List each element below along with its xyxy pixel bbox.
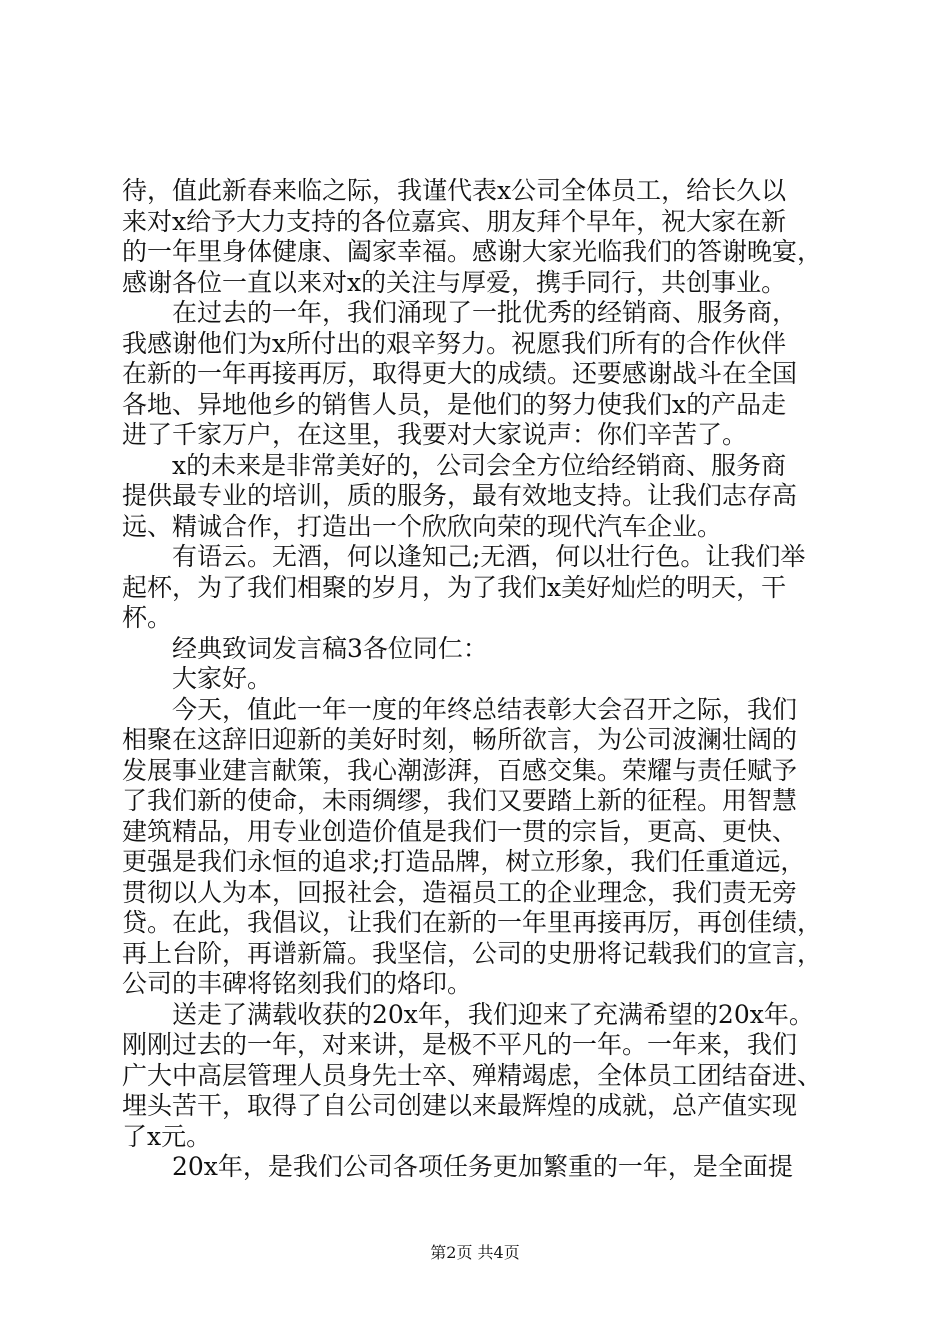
text-line: 建筑精品，用专业创造价值是我们一贯的宗旨，更高、更快、	[122, 816, 798, 846]
text-line: 贷。在此，我倡议，让我们在新的一年里再接再厉，再创佳绩，	[122, 908, 823, 937]
text-line: 相聚在这辞旧迎新的美好时刻，畅所欲言，为公司波澜壮阔的	[122, 725, 798, 754]
text-line: 远、精诚合作，打造出一个欣欣向荣的现代汽车企业。	[122, 511, 723, 541]
text-line: 我感谢他们为x所付出的艰辛努力。祝愿我们所有的合作伙伴	[122, 328, 787, 358]
text-line: 发展事业建言献策，我心潮澎湃，百感交集。荣耀与责任赋予	[122, 755, 798, 785]
text-line: 广大中高层管理人员身先士卒、殚精竭虑，全体员工团结奋进、	[122, 1060, 823, 1090]
text-line: 再上台阶，再谱新篇。我坚信，公司的史册将记载我们的宣言，	[122, 938, 823, 968]
text-line: 各地、异地他乡的销售人员，是他们的努力使我们x的产品走	[122, 389, 787, 419]
text-line: 经典致词发言稿3各位同仁：	[122, 633, 488, 663]
text-line: 提供最专业的培训，质的服务，最有效地支持。让我们志存高	[122, 481, 798, 510]
text-line: 感谢各位一直以来对x的关注与厚爱，携手同行，共创事业。	[122, 267, 787, 297]
text-line: 起杯，为了我们相聚的岁月，为了我们x美好灿烂的明天，干	[122, 572, 787, 602]
text-line: 进了千家万户，在这里，我要对大家说声：你们辛苦了。	[122, 420, 748, 449]
text-line: 有语云。无酒，何以逢知己;无酒，何以壮行色。让我们举	[122, 542, 806, 571]
text-line: 刚刚过去的一年，对来讲，是极不平凡的一年。一年来，我们	[122, 1030, 798, 1059]
text-line: 杯。	[122, 603, 173, 632]
text-line: 更强是我们永恒的追求;打造品牌，树立形象，我们任重道远，	[122, 847, 806, 876]
text-line: 待，值此新春来临之际，我谨代表x公司全体员工，给长久以	[122, 176, 787, 205]
page-number-footer: 第2页 共4页	[430, 1243, 520, 1262]
text-line: 公司的丰碑将铭刻我们的烙印。	[122, 969, 473, 998]
text-line: 送走了满载收获的20x年，我们迎来了充满希望的20x年。	[122, 999, 814, 1029]
text-line: 的一年里身体健康、阖家幸福。感谢大家光临我们的答谢晚宴，	[122, 237, 823, 266]
text-line: 了我们新的使命，未雨绸缪，我们又要踏上新的征程。用智慧	[122, 786, 798, 815]
text-line: 来对x给予大力支持的各位嘉宾、朋友拜个早年，祝大家在新	[122, 206, 787, 236]
text-line: 今天，值此一年一度的年终总结表彰大会召开之际，我们	[122, 694, 798, 724]
text-line: 在过去的一年，我们涌现了一批优秀的经销商、服务商，	[122, 298, 798, 327]
text-line: 贯彻以人为本，回报社会，造福员工的企业理念，我们责无旁	[122, 877, 798, 907]
text-line: 大家好。	[122, 664, 273, 693]
body-text	[122, 176, 862, 1183]
text-line: x的未来是非常美好的，公司会全方位给经销商、服务商	[122, 450, 787, 480]
text-line: 在新的一年再接再厉，取得更大的成绩。还要感谢战斗在全国	[122, 359, 798, 388]
text-line: 了x元。	[122, 1121, 212, 1151]
text-line: 20x年，是我们公司各项任务更加繁重的一年，是全面提	[122, 1152, 793, 1181]
text-line: 埋头苦干，取得了自公司创建以来最辉煌的成就，总产值实现	[122, 1091, 798, 1120]
